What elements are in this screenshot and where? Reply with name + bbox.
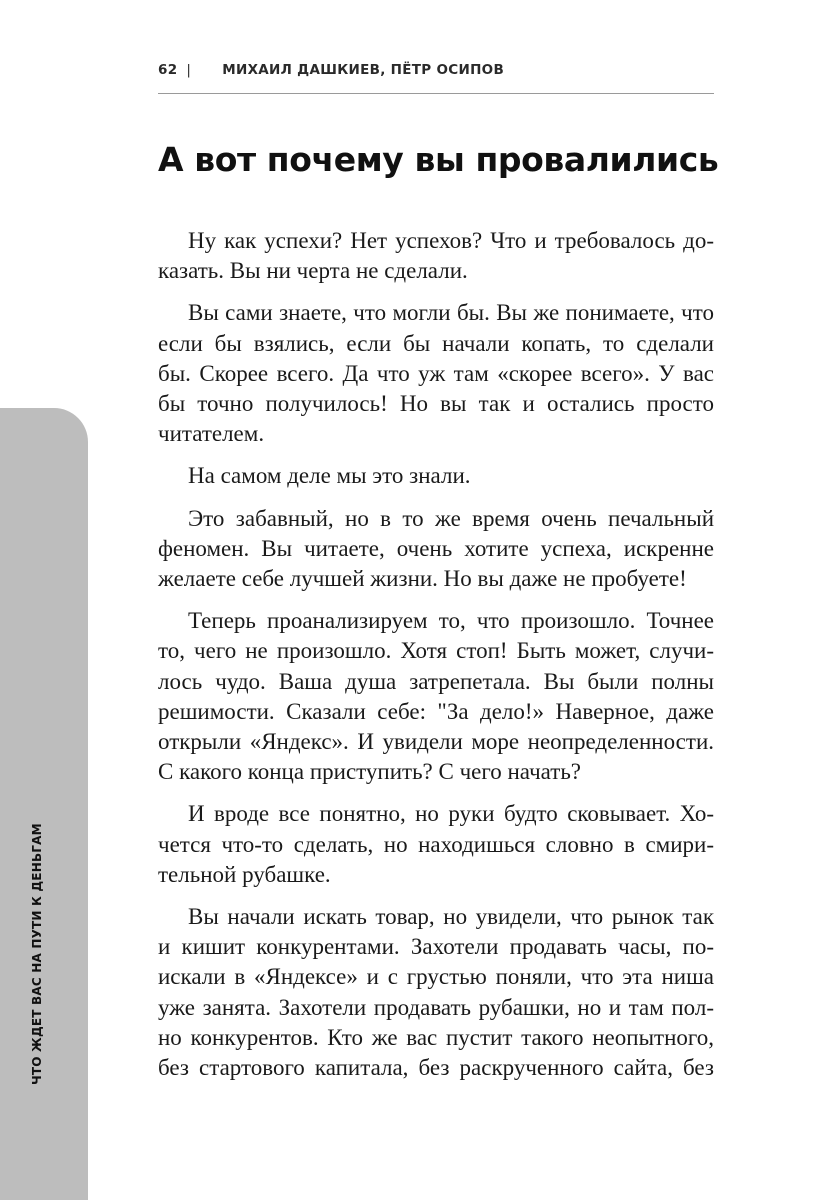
- header-authors: МИХАИЛ ДАШКИЕВ, ПЁТР ОСИПОВ: [222, 62, 505, 78]
- paragraph: [158, 461, 714, 491]
- text-line: бы точно получилось! Но вы так и остались просто: [158, 391, 714, 417]
- text-line: искали в «Яндексе» и с грустью поняли, что эта ниша: [158, 964, 714, 990]
- paragraph: [158, 504, 714, 595]
- text-line: если бы взялись, если бы начали копать, то сделали: [158, 330, 714, 356]
- text-line: чется что-то сделать, но находишься словно в смири-: [158, 831, 714, 857]
- text-line: желаете себе лучшей жизни. Но вы даже не пробуете!: [158, 566, 687, 592]
- paragraph: [158, 799, 714, 890]
- paragraph: [158, 298, 714, 449]
- text-line: На самом деле мы это знали.: [188, 463, 471, 489]
- text-line: решимости. Сказали себе: "За дело!» Наверное, даже: [158, 698, 714, 724]
- text-line: лось чудо. Ваша душа затрепетала. Вы были полны: [158, 668, 714, 694]
- text-line: феномен. Вы читаете, очень хотите успеха, искренне: [158, 535, 714, 561]
- body-text: [158, 226, 714, 1095]
- text-line: Вы сами знаете, что могли бы. Вы же понимаете, что: [188, 300, 714, 326]
- text-line: но конкурентов. Кто же вас пустит такого неопытного,: [158, 1024, 714, 1050]
- header-rule: [158, 93, 714, 94]
- text-line: тельной рубашке.: [158, 861, 331, 887]
- paragraph: [158, 902, 714, 1083]
- text-line: Теперь проанализируем то, что произошло. Точнее: [188, 608, 714, 634]
- text-line: без стартового капитала, без раскрученного сайта, без: [158, 1055, 714, 1081]
- text-line: и кишит конкурентами. Захотели продавать часы, по-: [158, 934, 714, 960]
- running-head: [158, 62, 714, 86]
- text-line: Это забавный, но в то же время очень печальный: [188, 505, 714, 531]
- text-line: казать. Вы ни черта не сделали.: [158, 258, 468, 284]
- page-number: 62: [158, 62, 178, 78]
- text-line: уже занята. Захотели продавать рубашки, но и там пол-: [158, 994, 714, 1020]
- text-line: Ну как успехи? Нет успехов? Что и требовалось до-: [188, 228, 714, 253]
- chapter-title: А вот почему вы провалились: [158, 140, 719, 179]
- side-tab-label: ЧТО ЖДЕТ ВАС НА ПУТИ К ДЕНЬГАМ: [30, 823, 44, 1085]
- text-line: С какого конца приступить? С чего начать?: [158, 759, 582, 785]
- paragraph: [158, 226, 714, 286]
- text-line: открыли «Яндекс». И увидели море неопределенности.: [158, 729, 714, 755]
- text-line: И вроде все понятно, но руки будто сковывает. Хо-: [188, 801, 714, 827]
- text-line: то, чего не произошло. Хотя стоп! Быть может, случи-: [158, 638, 714, 664]
- header-separator: |: [186, 62, 192, 78]
- text-line: читателем.: [158, 421, 265, 447]
- paragraph: [158, 606, 714, 787]
- text-line: Вы начали искать товар, но увидели, что рынок так: [188, 904, 714, 930]
- text-line: бы. Скорее всего. Да что уж там «скорее всего». У вас: [158, 360, 714, 386]
